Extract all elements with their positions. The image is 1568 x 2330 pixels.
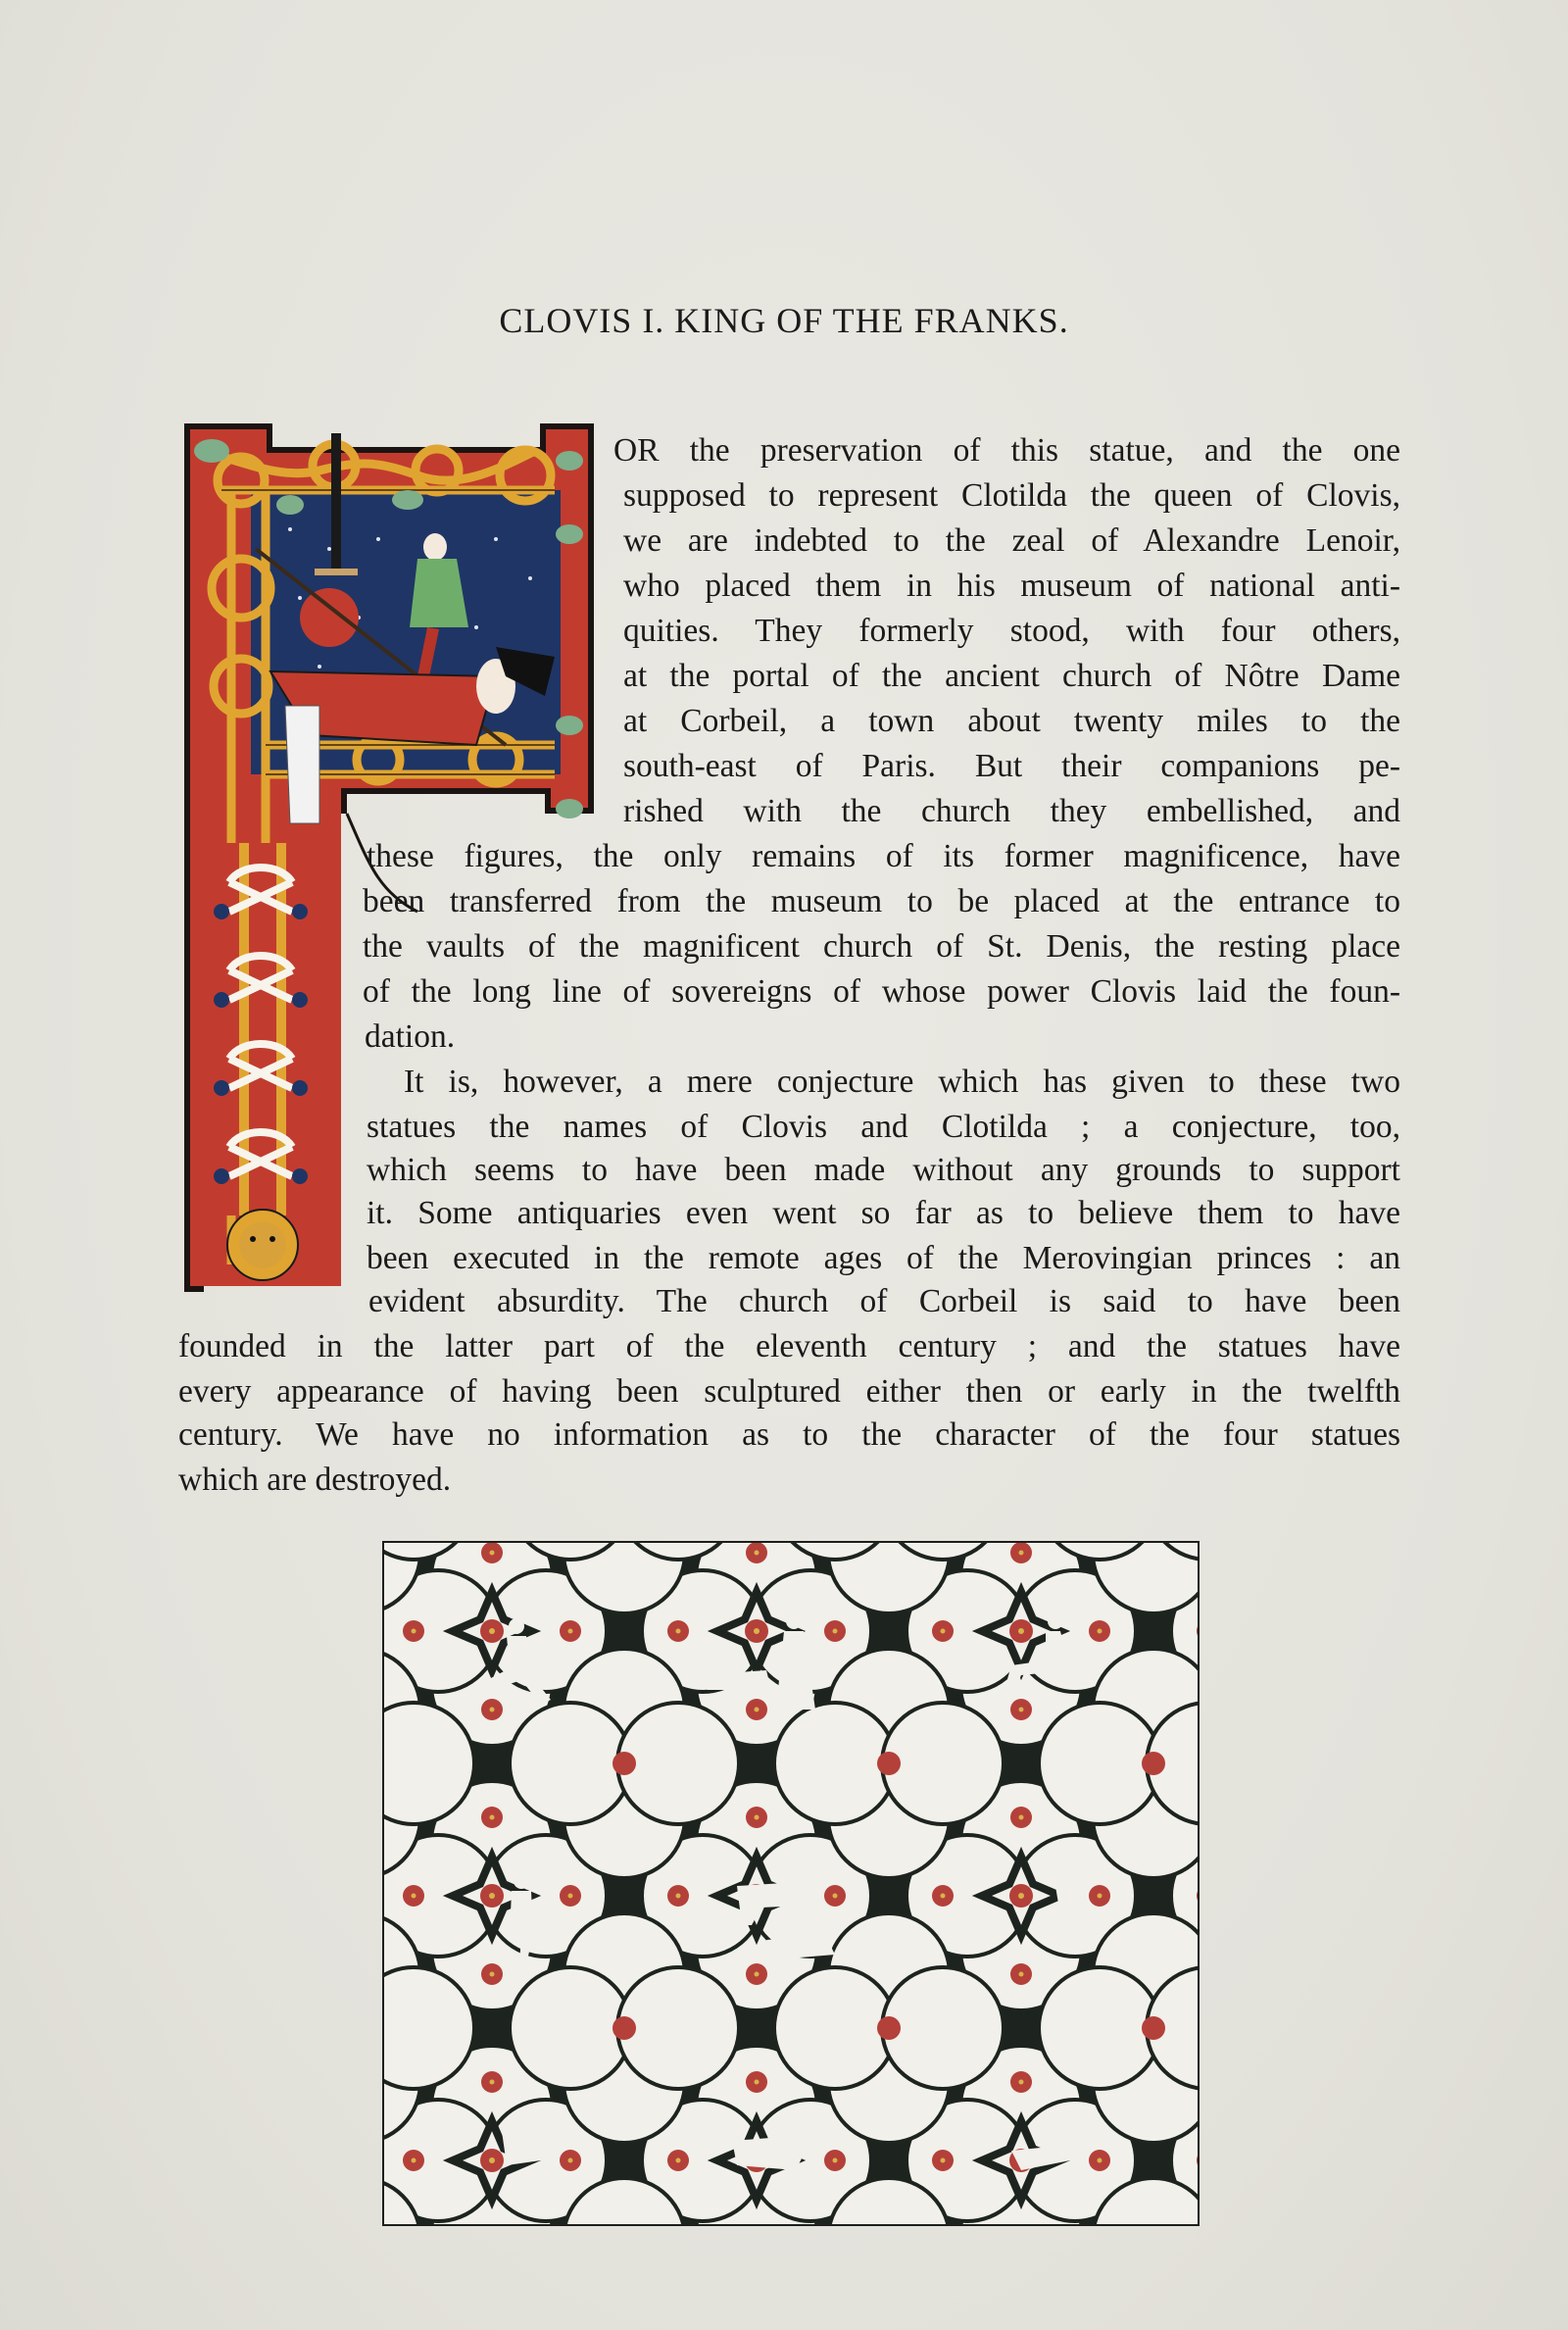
text-line: founded in the latter part of the eleventh century ; and the statues have [178,1328,1400,1364]
text-line: at Corbeil, a town about twenty miles to the [623,703,1400,739]
text-line: been transferred from the museum to be placed at the entrance to [363,883,1400,919]
text-line: evident absurdity. The church of Corbeil is said to have been [368,1283,1400,1319]
page-title: CLOVIS I. KING OF THE FRANKS. [499,301,1069,340]
text-line: OR the preservation of this statue, and the one [613,432,1400,469]
text-line: dation. [365,1018,456,1055]
text-line: quities. They formerly stood, with four others, [623,613,1400,649]
text-line: every appearance of having been sculptured either then or early in the twelfth [178,1373,1400,1410]
text-line: the vaults of the magnificent church of St. Denis, the resting place [363,928,1400,965]
text-line: statues the names of Clovis and Clotilda ; a conjecture, too, [367,1109,1400,1145]
text-line: been executed in the remote ages of the Merovingian princes : an [367,1240,1400,1276]
text-line: supposed to represent Clotilda the queen of Clovis, [623,477,1400,514]
decorative-tile-illustration [382,1541,1200,2226]
text-line: which seems to have been made without any grounds to support [367,1152,1400,1188]
text-line: it. Some antiquaries even went so far as to believe them to have [367,1195,1400,1231]
text-line: rished with the church they embellished, and [623,793,1400,829]
text-line: at the portal of the ancient church of Nôtre Dame [623,658,1400,694]
text-line: these figures, the only remains of its former magnificence, have [367,838,1400,874]
text-line: which are destroyed. [178,1462,452,1498]
text-line: south-east of Paris. But their companions pe- [623,748,1400,784]
text-line: century. We have no information as to the character of the four statues [178,1416,1400,1453]
text-line: who placed them in his museum of national anti- [623,568,1400,604]
tile-pattern-icon [384,1543,1198,2224]
text-line: of the long line of sovereigns of whose power Clovis laid the foun- [363,973,1400,1010]
text-line: It is, however, a mere conjecture which has given to these two [404,1064,1400,1100]
text-line: we are indebted to the zeal of Alexandre Lenoir, [623,522,1400,559]
